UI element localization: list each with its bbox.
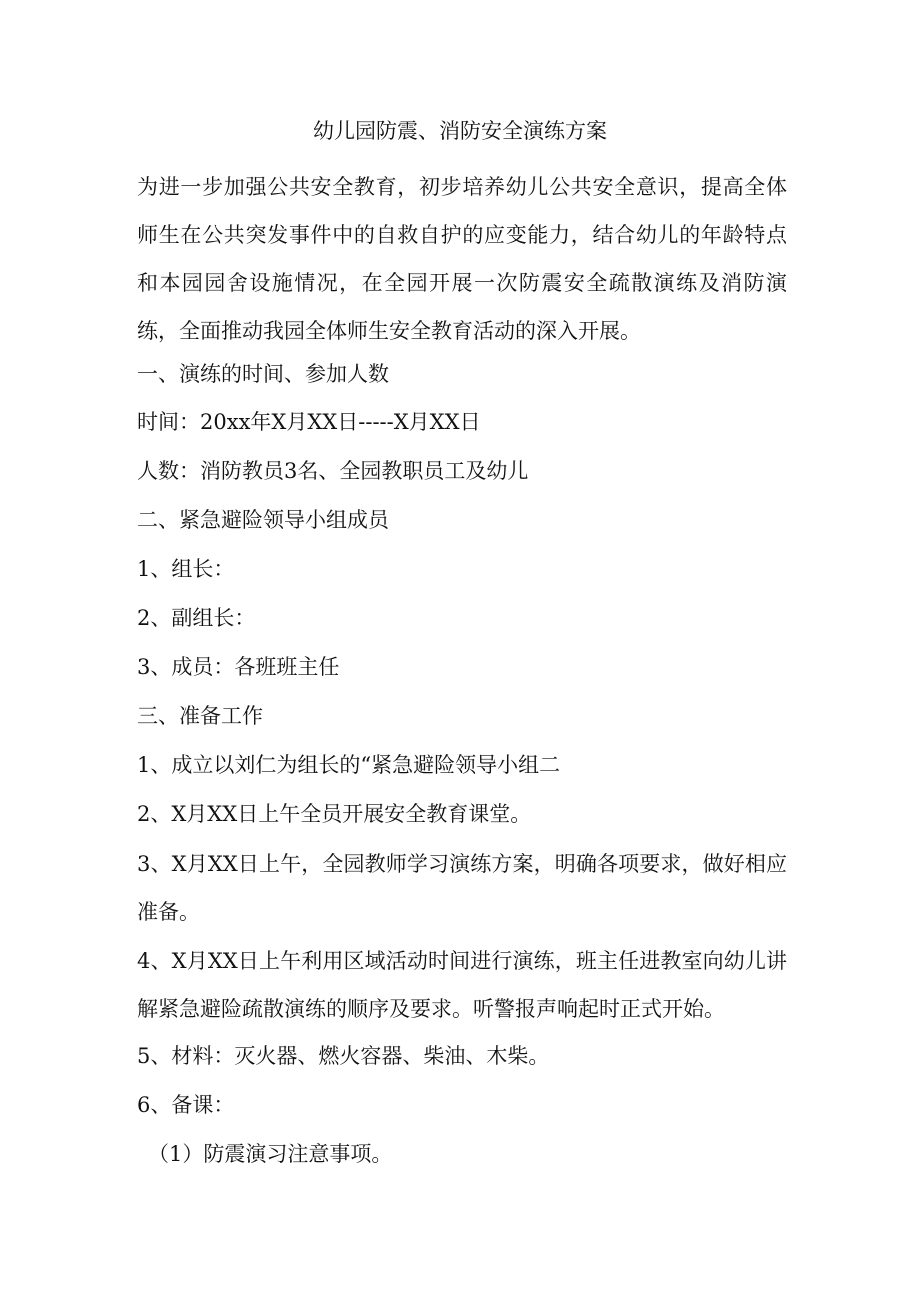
section3-item-4: 4、X月XX日上午利用区域活动时间进行演练，班主任进教室向幼儿讲解紧急避险疏散演练的顺序及要求。听警报声响起时正式开始。 bbox=[137, 949, 787, 1021]
section2-item-members: 3、成员：各班班主任 bbox=[137, 655, 340, 679]
section2-heading: 二、紧急避险领导小组成员 bbox=[137, 508, 389, 532]
section2-item-leader: 1、组长： bbox=[137, 557, 235, 581]
section3-heading: 三、准备工作 bbox=[137, 704, 263, 728]
section3-sub-item-1: （1）防震演习注意事项。 bbox=[148, 1142, 393, 1166]
intro-paragraph: 为进一步加强公共安全教育，初步培养幼儿公共安全意识，提高全体师生在公共突发事件中的自救自护的应变能力，结合幼儿的年龄特点和本园园舍设施情况，在全园开展一次防震安全疏散演练及消防演练，全面推动我园全体师生安全教育活动的深入开展。 bbox=[137, 175, 787, 343]
section2-item-deputy: 2、副组长： bbox=[137, 606, 256, 630]
section1-heading: 一、演练的时间、参加人数 bbox=[137, 362, 389, 386]
section3-item-5: 5、材料：灭火器、燃火容器、柴油、木柴。 bbox=[137, 1044, 550, 1068]
section3-item-6: 6、备课： bbox=[137, 1093, 235, 1117]
section1-time: 时间：20xx年X月XX日-----X月XX日 bbox=[137, 410, 481, 434]
document-title: 幼儿园防震、消防安全演练方案 bbox=[313, 119, 607, 143]
section1-people: 人数：消防教员3名、全园教职员工及幼儿 bbox=[137, 459, 529, 483]
section3-item-3: 3、X月XX日上午，全园教师学习演练方案，明确各项要求，做好相应准备。 bbox=[137, 852, 787, 924]
section3-item-1: 1、成立以刘仁为组长的“紧急避险领导小组二 bbox=[137, 753, 561, 777]
section3-item-2: 2、X月XX日上午全员开展安全教育课堂。 bbox=[137, 802, 532, 826]
